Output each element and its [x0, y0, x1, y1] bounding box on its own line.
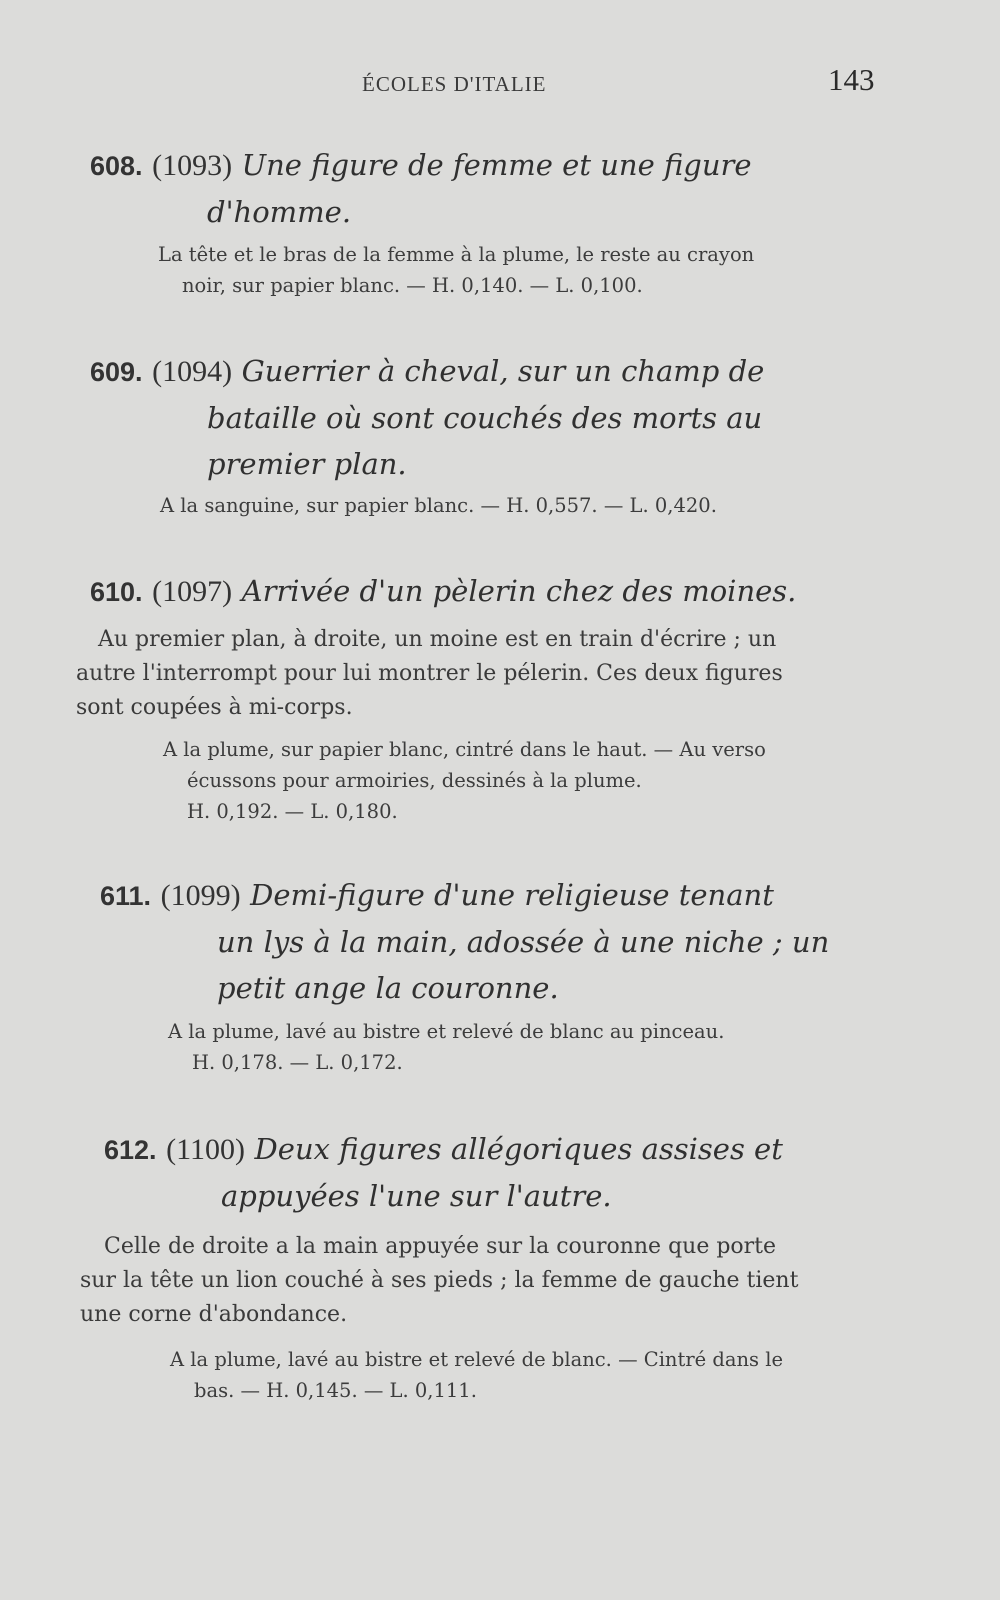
entry-heading	[90, 568, 890, 615]
technique-line: A la plume, lavé au bistre et relevé de blanc. — Cintré dans le	[170, 1348, 784, 1371]
description-line: Celle de droite a la main appuyée sur la couronne que porte	[104, 1234, 777, 1259]
technique-line: A la plume, lavé au bistre et relevé de blanc au pinceau.	[168, 1020, 725, 1043]
technique-line: A la plume, sur papier blanc, cintré dans le haut. — Au verso	[163, 738, 766, 761]
entry-reference: (1097)	[152, 575, 233, 608]
entry-description	[76, 623, 908, 725]
entry-title-line: Guerrier à cheval, sur un champ de	[241, 354, 765, 388]
entry-number: 610.	[90, 577, 143, 607]
technique-line: A la sanguine, sur papier blanc. — H. 0,557. — L. 0,420.	[160, 494, 717, 517]
entry-reference: (1099)	[160, 879, 241, 912]
description-line: Au premier plan, à droite, un moine est en train d'écrire ; un	[98, 627, 777, 652]
entry-title-line: appuyées l'une sur l'autre.	[221, 1179, 612, 1213]
entry-reference: (1093)	[152, 149, 233, 182]
entry-title-line: bataille où sont couchés des morts au	[207, 401, 763, 435]
entry-title-line: Demi-figure d'une religieuse tenant	[250, 878, 774, 912]
entry-title-line: Arrivée d'un pèlerin chez des moines.	[241, 574, 797, 608]
entry-heading	[100, 872, 900, 1011]
entry-heading	[90, 348, 890, 487]
technique-note	[168, 1016, 888, 1078]
technique-line: bas. — H. 0,145. — L. 0,111.	[194, 1379, 477, 1402]
entry-reference: (1100)	[166, 1133, 245, 1166]
technique-note	[158, 239, 878, 301]
technique-note	[170, 1344, 890, 1406]
entry-title-line: d'homme.	[207, 195, 352, 229]
description-line: sont coupées à mi-corps.	[76, 695, 353, 720]
entry-reference: (1094)	[152, 355, 233, 388]
technique-note	[163, 734, 883, 827]
technique-line: H. 0,178. — L. 0,172.	[192, 1051, 403, 1074]
entry-number: 611.	[100, 881, 152, 911]
entry-number: 609.	[90, 357, 143, 387]
entry-title-line: Une figure de femme et une figure	[241, 148, 752, 182]
entry-heading	[104, 1126, 904, 1219]
entry-number: 612.	[104, 1135, 157, 1165]
page-number: 143	[828, 62, 875, 97]
description-line: autre l'interrompt pour lui montrer le pélerin. Ces deux figures	[76, 661, 783, 686]
entry-description	[80, 1230, 914, 1332]
description-line: une corne d'abondance.	[80, 1302, 348, 1327]
technique-line: H. 0,192. — L. 0,180.	[187, 800, 398, 823]
technique-note	[160, 490, 880, 521]
entry-title-line: premier plan.	[207, 447, 407, 481]
entry-title-line: un lys à la main, adossée à une niche ; un	[217, 925, 830, 959]
description-line: sur la tête un lion couché à ses pieds ; la femme de gauche tient	[80, 1268, 799, 1293]
technique-line: écussons pour armoiries, dessinés à la plume.	[187, 769, 642, 792]
entry-title-line: petit ange la couronne.	[217, 971, 559, 1005]
entry-title-line: Deux figures allégoriques assises et	[254, 1132, 783, 1166]
technique-line: La tête et le bras de la femme à la plume, le reste au crayon	[158, 243, 755, 266]
technique-line: noir, sur papier blanc. — H. 0,140. — L. 0,100.	[182, 274, 643, 297]
running-title: ÉCOLES D'ITALIE	[362, 72, 547, 96]
entry-heading	[90, 142, 890, 235]
entry-number: 608.	[90, 151, 143, 181]
